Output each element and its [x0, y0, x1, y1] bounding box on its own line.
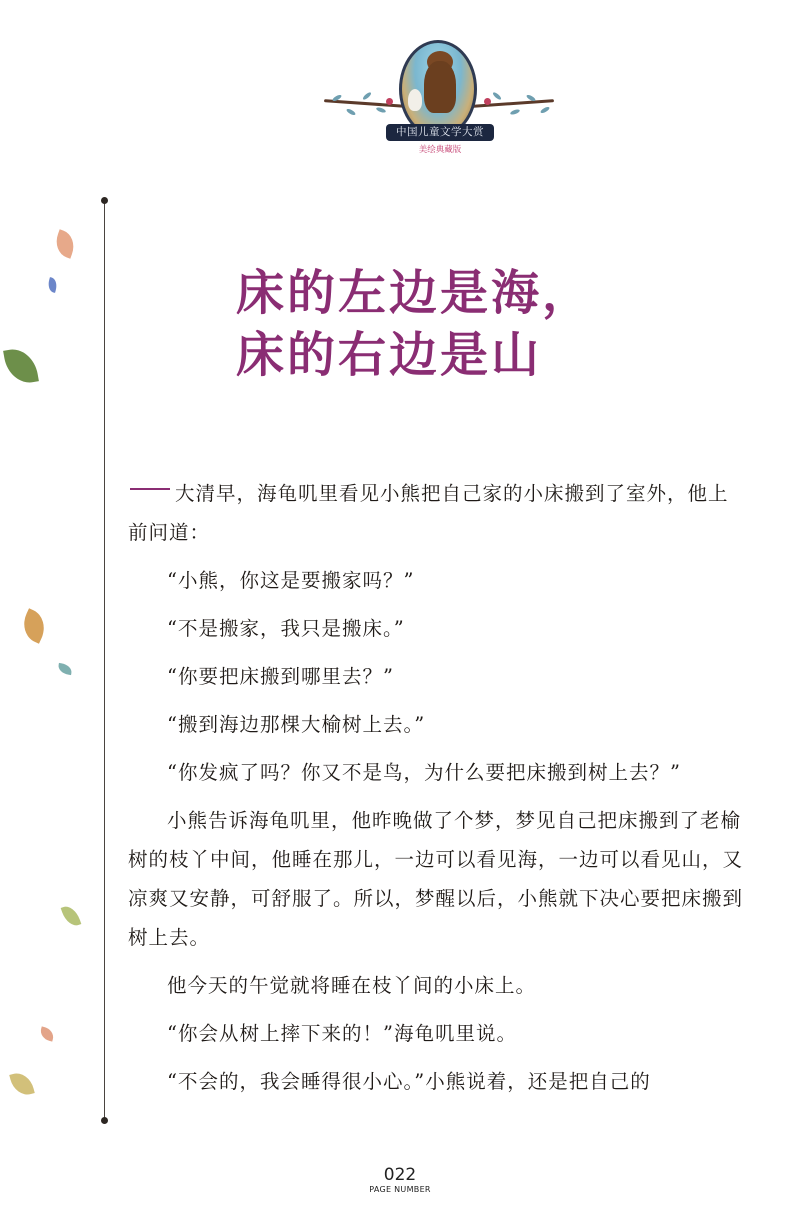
page-footer [360, 1166, 440, 1195]
paragraph: “不会的，我会睡得很小心。”小熊说着，还是把自己的 [167, 1070, 651, 1093]
twig-icon [362, 91, 372, 100]
edition-label: 美绘典藏版 [418, 145, 462, 155]
paragraph: 大清早，海龟叽里看见小熊把自己家的小床搬到了室外，他上前问道： [128, 482, 729, 544]
rule-top-dot [101, 197, 108, 204]
story-title-line-1: 床的左边是海， [236, 265, 594, 321]
paragraph: 小熊告诉海龟叽里，他昨晚做了个梦，梦见自己把床搬到了老榆树的枝丫中间，他睡在那儿，一边可以看见海，一边可以看见山，又凉爽又安静，可舒服了。所以，梦醒以后，小熊就下决心要把床搬到树上去。 [128, 809, 744, 949]
berry-icon [484, 98, 491, 105]
series-title: 中国儿童文学大赏 [386, 124, 494, 141]
story-title-line-2: 床的右边是山 [236, 327, 543, 383]
story-body [128, 474, 743, 1110]
paragraph: “你发疯了吗？你又不是鸟，为什么要把床搬到树上去？” [167, 761, 681, 784]
bear-icon [424, 61, 456, 113]
paragraph: “搬到海边那棵大榆树上去。” [167, 713, 426, 736]
page-number: 022 [383, 1165, 417, 1185]
leaf-icon [61, 903, 82, 928]
bunny-icon [408, 89, 422, 111]
twig-icon [346, 108, 357, 116]
leaf-icon [3, 346, 39, 387]
leaf-icon [46, 277, 58, 293]
paragraph: 他今天的午觉就将睡在枝丫间的小床上。 [167, 974, 537, 997]
story-title [236, 262, 696, 386]
series-emblem [322, 38, 558, 168]
leaf-icon [39, 1026, 56, 1041]
paragraph: “不是搬家，我只是搬床。” [167, 617, 405, 640]
paragraph: “你会从树上摔下来的！”海龟叽里说。 [167, 1022, 517, 1045]
berry-icon [386, 98, 393, 105]
paragraph: “你要把床搬到哪里去？” [167, 665, 394, 688]
leaf-icon [17, 608, 51, 644]
margin-rule [104, 200, 105, 1120]
twig-icon [510, 108, 521, 115]
rule-bottom-dot [101, 1117, 108, 1124]
leaf-icon [9, 1070, 35, 1098]
page-number-label: PAGE NUMBER [369, 1185, 431, 1194]
paragraph: “小熊，你这是要搬家吗？” [167, 569, 415, 592]
leaf-icon [51, 229, 78, 258]
leaf-icon [57, 663, 73, 675]
twig-icon [492, 91, 502, 100]
twig-icon [540, 106, 551, 114]
twig-icon [376, 106, 387, 113]
